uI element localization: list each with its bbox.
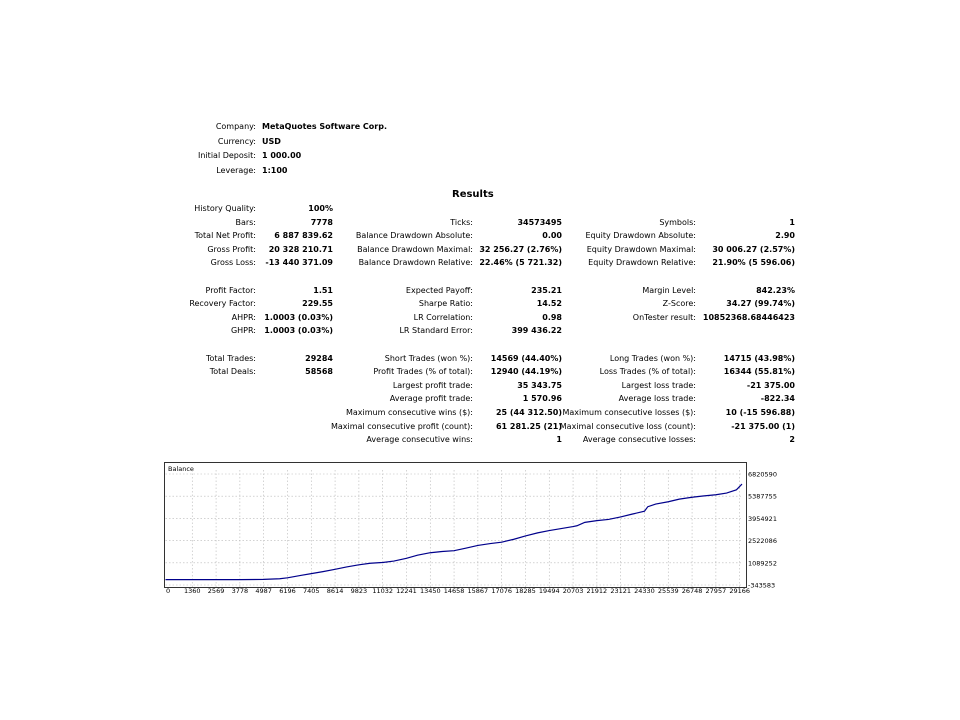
stat-value: 7778	[310, 217, 333, 227]
stat-label: Sharpe Ratio:	[418, 299, 473, 309]
stat-label: Equity Drawdown Absolute:	[585, 231, 696, 241]
stat-label: Symbols:	[659, 217, 696, 227]
stat-value: 61 281.25 (21)	[495, 421, 562, 431]
stat-value: 399 436.22	[511, 326, 562, 336]
stat-label: LR Correlation:	[413, 312, 473, 322]
x-tick-label: 11032	[372, 587, 394, 595]
stat-value: 1.0003 (0.03%)	[264, 326, 333, 336]
x-tick-label: 25539	[657, 587, 679, 595]
y-tick-label: 3954921	[748, 514, 777, 523]
stat-value: 2	[789, 435, 795, 445]
stat-label: Long Trades (won %):	[609, 353, 696, 363]
x-tick-label: 9823	[350, 587, 368, 595]
stat-value: 1 570.96	[522, 394, 562, 404]
stat-label: Balance Drawdown Maximal:	[357, 244, 473, 254]
stat-value: 25 (44 312.50)	[495, 408, 562, 417]
stat-label: Balance Drawdown Absolute:	[355, 231, 473, 241]
stat-value: 32 256.27 (2.76%)	[479, 244, 562, 254]
x-tick-label: 24330	[634, 587, 655, 595]
x-tick-label: 2569	[207, 587, 225, 595]
x-tick-label: 0	[166, 587, 171, 595]
stat-label: Total Net Profit:	[194, 231, 256, 241]
header-label: Leverage:	[216, 165, 256, 175]
x-tick-label: 17076	[491, 587, 513, 595]
x-tick-label: 7405	[303, 587, 320, 595]
x-axis-labels	[166, 587, 750, 595]
stat-value: 14.52	[536, 299, 562, 309]
stat-label: Profit Factor:	[205, 285, 256, 295]
stat-value: 10852368.68446423	[702, 312, 795, 322]
stat-value: 2.90	[775, 231, 795, 241]
stat-label: Profit Trades (% of total):	[373, 367, 473, 377]
x-tick-label: 12241	[396, 587, 417, 595]
chart-title: Balance	[168, 465, 194, 473]
header-value: 1:100	[262, 165, 288, 175]
stat-value: 842.23%	[756, 285, 795, 295]
y-tick-label: 2522086	[748, 537, 777, 546]
stat-value: 29284	[305, 353, 333, 363]
stat-value: -21 375.00 (1)	[731, 421, 795, 431]
stat-label: Gross Loss:	[210, 258, 256, 268]
stat-value: 1	[556, 435, 562, 445]
stat-value: -21 375.00	[746, 380, 795, 390]
stat-label: Balance Drawdown Relative:	[358, 258, 473, 268]
y-tick-label: 6820590	[748, 470, 777, 479]
stat-value: 22.46% (5 721.32)	[479, 258, 562, 268]
stat-label: Ticks:	[450, 217, 473, 227]
stat-label: Margin Level:	[642, 285, 696, 295]
stat-label: GHPR:	[230, 326, 256, 336]
stat-label: Loss Trades (% of total):	[599, 367, 696, 377]
header-value: USD	[262, 136, 281, 146]
header-value: MetaQuotes Software Corp.	[262, 122, 387, 131]
stat-label: Recovery Factor:	[189, 299, 256, 309]
x-tick-label: 29166	[729, 587, 751, 595]
results-title: Results	[452, 189, 494, 200]
stat-label: History Quality:	[194, 204, 256, 213]
stat-value: 1	[789, 217, 795, 227]
x-tick-label: 27957	[705, 587, 727, 595]
stat-label: Average loss trade:	[618, 394, 696, 404]
stat-label: AHPR:	[231, 312, 256, 322]
stat-value: 10 (-15 596.88)	[725, 408, 795, 417]
stat-label: Expected Payoff:	[405, 285, 473, 295]
stat-label: Largest profit trade:	[392, 380, 473, 390]
x-tick-label: 6196	[279, 587, 296, 595]
x-tick-label: 26748	[681, 587, 703, 595]
header-label: Currency:	[217, 136, 256, 146]
x-tick-label: 14658	[443, 587, 465, 595]
stat-value: -13 440 371.09	[265, 258, 333, 268]
stat-value: 235.21	[531, 285, 562, 295]
header-value: 1 000.00	[262, 151, 302, 160]
header-label: Company:	[215, 122, 256, 131]
stat-value: 0.98	[542, 312, 562, 322]
stat-value: 58568	[305, 367, 333, 377]
stat-value: 0.00	[542, 231, 562, 241]
stat-value: 1.51	[313, 285, 333, 295]
stat-label: Short Trades (won %):	[384, 353, 473, 363]
y-tick-label: 1089252	[748, 559, 777, 568]
x-tick-label: 4987	[255, 587, 272, 595]
stat-label: Total Trades:	[206, 353, 256, 363]
stat-label: Average profit trade:	[389, 394, 473, 404]
stat-value: 21.90% (5 596.06)	[712, 258, 795, 268]
x-tick-label: 3778	[231, 587, 249, 595]
chart-frame	[165, 463, 747, 588]
stat-label: Average consecutive wins:	[366, 435, 473, 445]
stat-label: Equity Drawdown Relative:	[588, 258, 696, 268]
stat-value: 1.0003 (0.03%)	[264, 312, 333, 322]
x-tick-label: 15867	[467, 587, 489, 595]
stat-label: OnTester result:	[632, 312, 696, 322]
x-tick-label: 21912	[586, 587, 608, 595]
stat-value: 229.55	[302, 299, 333, 309]
x-tick-label: 23121	[610, 587, 632, 595]
x-tick-label: 8614	[326, 587, 344, 595]
balance-chart	[164, 462, 777, 595]
y-axis-labels	[748, 471, 777, 590]
stat-value: 34.27 (99.74%)	[726, 299, 795, 309]
x-tick-label: 1360	[184, 587, 201, 595]
header-label: Initial Deposit:	[198, 151, 256, 160]
stat-label: Maximal consecutive loss (count):	[559, 421, 696, 431]
y-tick-label: -343583	[748, 581, 776, 590]
x-tick-label: 13450	[419, 587, 441, 595]
stat-value: 14715 (43.98%)	[723, 353, 795, 363]
x-tick-label: 20703	[562, 587, 584, 595]
stat-value: 14569 (44.40%)	[490, 353, 562, 363]
x-tick-label: 19494	[538, 587, 560, 595]
stat-label: Largest loss trade:	[621, 380, 696, 390]
stat-label: Total Deals:	[209, 367, 256, 377]
stat-label: Bars:	[235, 217, 256, 227]
stat-label: Maximum consecutive wins ($):	[345, 408, 473, 417]
stat-value: 34573495	[517, 217, 562, 227]
stat-label: LR Standard Error:	[399, 326, 473, 336]
stat-label: Z-Score:	[662, 299, 696, 309]
stat-label: Gross Profit:	[207, 244, 256, 254]
stat-value: 35 343.75	[517, 380, 562, 390]
stat-label: Maximal consecutive profit (count):	[330, 421, 473, 431]
stat-value: -822.34	[760, 394, 795, 404]
stat-label: Equity Drawdown Maximal:	[586, 244, 696, 254]
stat-label: Maximum consecutive losses ($):	[562, 408, 696, 417]
stat-label: Average consecutive losses:	[582, 435, 696, 445]
stat-value: 6 887 839.62	[274, 231, 333, 241]
stat-value: 20 328 210.71	[268, 244, 333, 254]
stat-value: 100%	[308, 204, 333, 213]
stat-value: 30 006.27 (2.57%)	[712, 244, 795, 254]
stat-value: 16344 (55.81%)	[723, 367, 795, 377]
stat-value: 12940 (44.19%)	[490, 367, 562, 377]
y-tick-label: 5387755	[748, 492, 777, 501]
x-tick-label: 18285	[515, 587, 536, 595]
